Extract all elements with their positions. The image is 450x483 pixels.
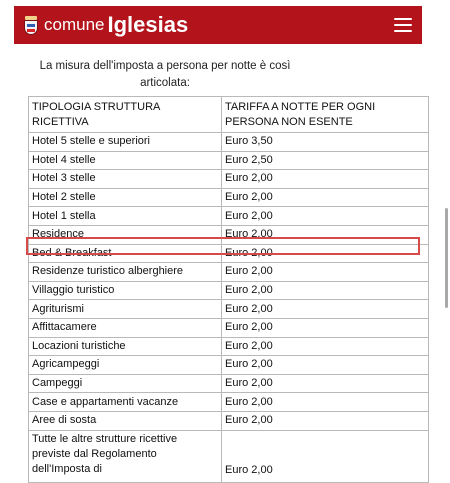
structure-type-cell: Residenze turistico alberghiere	[29, 263, 222, 282]
rate-cell: Euro 2,00	[222, 318, 429, 337]
brand-name: Iglesias	[107, 12, 189, 37]
structure-type-cell: Bed & Breakfast	[29, 244, 222, 263]
table-row	[29, 207, 429, 226]
rate-cell: Euro 2,00	[222, 263, 429, 282]
table-row	[29, 430, 429, 482]
structure-type-cell: Locazioni turistiche	[29, 337, 222, 356]
structure-type-cell: Hotel 4 stelle	[29, 151, 222, 170]
rate-cell: Euro 2,00	[222, 430, 429, 482]
structure-type-cell: Residence	[29, 225, 222, 244]
structure-type-cell: Affittacamere	[29, 318, 222, 337]
structure-type-cell: Hotel 2 stelle	[29, 188, 222, 207]
structure-type-cell: Campeggi	[29, 374, 222, 393]
structure-type-cell: Villaggio turistico	[29, 281, 222, 300]
table-row	[29, 300, 429, 319]
hamburger-menu-icon[interactable]	[394, 18, 412, 32]
table-row	[29, 225, 429, 244]
rate-cell: Euro 2,00	[222, 281, 429, 300]
table-row	[29, 374, 429, 393]
table-row	[29, 337, 429, 356]
table-row	[29, 393, 429, 412]
table-row	[29, 133, 429, 152]
structure-type-cell: Aree di sosta	[29, 411, 222, 430]
structure-type-cell: Tutte le altre strutture ricettive previste dal Regolamento dell'Imposta di	[29, 430, 222, 482]
rate-cell: Euro 2,00	[222, 337, 429, 356]
structure-type-cell: Hotel 5 stelle e superiori	[29, 133, 222, 152]
intro-text: La misura dell'imposta a persona per notte è così articolata:	[39, 60, 291, 89]
rate-cell: Euro 2,00	[222, 244, 429, 263]
brand-prefix: comune	[44, 15, 105, 34]
rate-cell: Euro 2,00	[222, 393, 429, 412]
table-row	[29, 244, 429, 263]
structure-type-cell: Case e appartamenti vacanze	[29, 393, 222, 412]
rate-cell: Euro 2,00	[222, 411, 429, 430]
table-row	[29, 151, 429, 170]
rate-cell: Euro 2,00	[222, 207, 429, 226]
table-row	[29, 281, 429, 300]
table-row	[29, 356, 429, 375]
rate-cell: Euro 2,00	[222, 188, 429, 207]
table-row	[29, 411, 429, 430]
column-header-rate: TARIFFA A NOTTE PER OGNI PERSONA NON ESENTE	[222, 97, 429, 133]
table-row	[29, 318, 429, 337]
table-row	[29, 170, 429, 189]
rate-cell: Euro 3,50	[222, 133, 429, 152]
table-header-row	[29, 97, 429, 133]
column-header-type: TIPOLOGIA STRUTTURA RICETTIVA	[29, 97, 222, 133]
rate-cell: Euro 2,50	[222, 151, 429, 170]
rate-cell: Euro 2,00	[222, 225, 429, 244]
table-row	[29, 188, 429, 207]
crest-icon	[23, 16, 39, 35]
site-header	[14, 6, 422, 44]
rate-cell: Euro 2,00	[222, 374, 429, 393]
scrollbar[interactable]	[445, 208, 448, 308]
rate-cell: Euro 2,00	[222, 356, 429, 375]
structure-type-cell: Agricampeggi	[29, 356, 222, 375]
rate-cell: Euro 2,00	[222, 170, 429, 189]
structure-type-cell: Agriturismi	[29, 300, 222, 319]
site-logo[interactable]	[23, 14, 188, 36]
structure-type-cell: Hotel 1 stella	[29, 207, 222, 226]
structure-type-cell: Hotel 3 stelle	[29, 170, 222, 189]
table-row	[29, 263, 429, 282]
rate-cell: Euro 2,00	[222, 300, 429, 319]
tariff-table	[28, 96, 429, 483]
